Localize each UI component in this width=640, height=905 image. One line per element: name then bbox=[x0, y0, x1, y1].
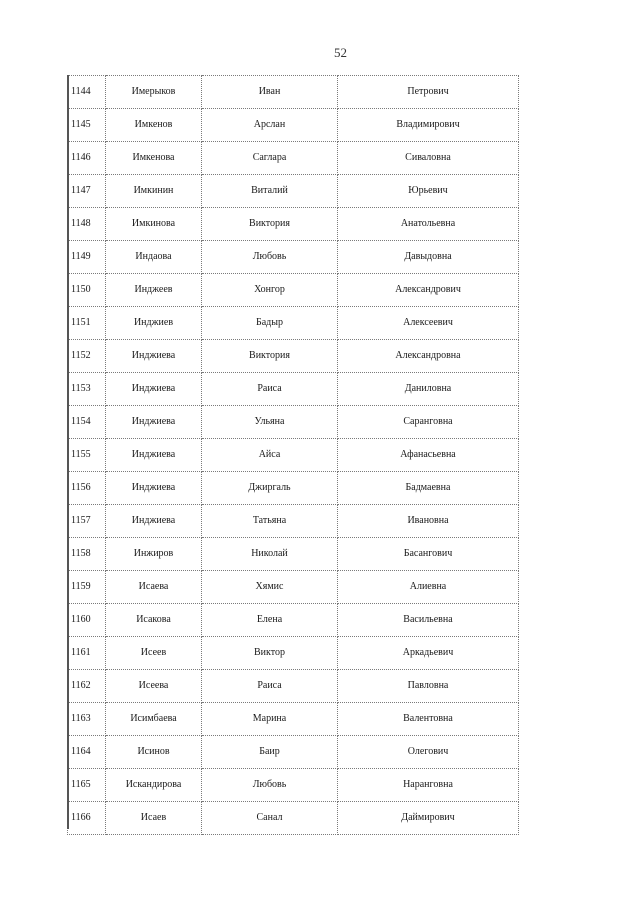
row-number-cell: 1145 bbox=[68, 109, 106, 142]
first-name-cell: Любовь bbox=[202, 241, 338, 274]
table-row bbox=[68, 241, 519, 274]
table-row bbox=[68, 274, 519, 307]
roster-table bbox=[67, 75, 519, 835]
first-name-cell: Виктория bbox=[202, 208, 338, 241]
last-name-cell: Инджиева bbox=[106, 505, 202, 538]
row-number-cell: 1158 bbox=[68, 538, 106, 571]
last-name-cell: Исеева bbox=[106, 670, 202, 703]
row-number-cell: 1153 bbox=[68, 373, 106, 406]
last-name-cell: Имкенов bbox=[106, 109, 202, 142]
row-number-cell: 1144 bbox=[68, 76, 106, 109]
patronymic-cell: Владимирович bbox=[338, 109, 519, 142]
left-margin-rule bbox=[67, 75, 70, 829]
table-row bbox=[68, 538, 519, 571]
last-name-cell: Имкинова bbox=[106, 208, 202, 241]
page-number: 52 bbox=[334, 45, 347, 60]
last-name-cell: Исаева bbox=[106, 571, 202, 604]
last-name-cell: Инджиев bbox=[106, 307, 202, 340]
patronymic-cell: Саранговна bbox=[338, 406, 519, 439]
first-name-cell: Иван bbox=[202, 76, 338, 109]
table-row bbox=[68, 307, 519, 340]
row-number-cell: 1161 bbox=[68, 637, 106, 670]
first-name-cell: Хямис bbox=[202, 571, 338, 604]
table-row bbox=[68, 340, 519, 373]
row-number-cell: 1166 bbox=[68, 802, 106, 835]
table-row bbox=[68, 670, 519, 703]
first-name-cell: Марина bbox=[202, 703, 338, 736]
last-name-cell: Имкинин bbox=[106, 175, 202, 208]
row-number-cell: 1148 bbox=[68, 208, 106, 241]
table-row bbox=[68, 505, 519, 538]
row-number-cell: 1159 bbox=[68, 571, 106, 604]
patronymic-cell: Валентовна bbox=[338, 703, 519, 736]
row-number-cell: 1154 bbox=[68, 406, 106, 439]
first-name-cell: Раиса bbox=[202, 670, 338, 703]
first-name-cell: Джиргаль bbox=[202, 472, 338, 505]
table-row bbox=[68, 439, 519, 472]
last-name-cell: Индаова bbox=[106, 241, 202, 274]
table-row bbox=[68, 142, 519, 175]
patronymic-cell: Павловна bbox=[338, 670, 519, 703]
table-row bbox=[68, 736, 519, 769]
table-row bbox=[68, 802, 519, 835]
row-number-cell: 1164 bbox=[68, 736, 106, 769]
roster-body bbox=[68, 76, 519, 835]
patronymic-cell: Алиевна bbox=[338, 571, 519, 604]
row-number-cell: 1152 bbox=[68, 340, 106, 373]
first-name-cell: Виктор bbox=[202, 637, 338, 670]
last-name-cell: Исинов bbox=[106, 736, 202, 769]
patronymic-cell: Алексеевич bbox=[338, 307, 519, 340]
first-name-cell: Николай bbox=[202, 538, 338, 571]
table-row bbox=[68, 571, 519, 604]
patronymic-cell: Сиваловна bbox=[338, 142, 519, 175]
last-name-cell: Инджеев bbox=[106, 274, 202, 307]
row-number-cell: 1160 bbox=[68, 604, 106, 637]
first-name-cell: Саглара bbox=[202, 142, 338, 175]
table-row bbox=[68, 208, 519, 241]
first-name-cell: Хонгор bbox=[202, 274, 338, 307]
patronymic-cell: Юрьевич bbox=[338, 175, 519, 208]
last-name-cell: Исакова bbox=[106, 604, 202, 637]
table-row bbox=[68, 373, 519, 406]
first-name-cell: Бадыр bbox=[202, 307, 338, 340]
last-name-cell: Инджиева bbox=[106, 406, 202, 439]
table-row bbox=[68, 109, 519, 142]
table-row bbox=[68, 472, 519, 505]
patronymic-cell: Петрович bbox=[338, 76, 519, 109]
patronymic-cell: Наранговна bbox=[338, 769, 519, 802]
patronymic-cell: Аркадьевич bbox=[338, 637, 519, 670]
table-row bbox=[68, 703, 519, 736]
first-name-cell: Татьяна bbox=[202, 505, 338, 538]
first-name-cell: Любовь bbox=[202, 769, 338, 802]
table-row bbox=[68, 175, 519, 208]
row-number-cell: 1146 bbox=[68, 142, 106, 175]
row-number-cell: 1163 bbox=[68, 703, 106, 736]
patronymic-cell: Олегович bbox=[338, 736, 519, 769]
row-number-cell: 1162 bbox=[68, 670, 106, 703]
table-row bbox=[68, 769, 519, 802]
patronymic-cell: Ивановна bbox=[338, 505, 519, 538]
last-name-cell: Инджиева bbox=[106, 439, 202, 472]
patronymic-cell: Анатольевна bbox=[338, 208, 519, 241]
last-name-cell: Исеев bbox=[106, 637, 202, 670]
row-number-cell: 1147 bbox=[68, 175, 106, 208]
row-number-cell: 1157 bbox=[68, 505, 106, 538]
first-name-cell: Арслан bbox=[202, 109, 338, 142]
last-name-cell: Имерыков bbox=[106, 76, 202, 109]
first-name-cell: Раиса bbox=[202, 373, 338, 406]
patronymic-cell: Даймирович bbox=[338, 802, 519, 835]
first-name-cell: Баир bbox=[202, 736, 338, 769]
row-number-cell: 1151 bbox=[68, 307, 106, 340]
row-number-cell: 1165 bbox=[68, 769, 106, 802]
table-row bbox=[68, 604, 519, 637]
patronymic-cell: Бадмаевна bbox=[338, 472, 519, 505]
last-name-cell: Инжиров bbox=[106, 538, 202, 571]
patronymic-cell: Даниловна bbox=[338, 373, 519, 406]
first-name-cell: Виталий bbox=[202, 175, 338, 208]
last-name-cell: Инджиева bbox=[106, 373, 202, 406]
first-name-cell: Санал bbox=[202, 802, 338, 835]
last-name-cell: Имкенова bbox=[106, 142, 202, 175]
last-name-cell: Инджиева bbox=[106, 472, 202, 505]
patronymic-cell: Басангович bbox=[338, 538, 519, 571]
table-row bbox=[68, 76, 519, 109]
row-number-cell: 1150 bbox=[68, 274, 106, 307]
first-name-cell: Елена bbox=[202, 604, 338, 637]
table-row bbox=[68, 406, 519, 439]
first-name-cell: Виктория bbox=[202, 340, 338, 373]
last-name-cell: Искандирова bbox=[106, 769, 202, 802]
patronymic-cell: Афанасьевна bbox=[338, 439, 519, 472]
first-name-cell: Ульяна bbox=[202, 406, 338, 439]
row-number-cell: 1156 bbox=[68, 472, 106, 505]
row-number-cell: 1155 bbox=[68, 439, 106, 472]
table-row bbox=[68, 637, 519, 670]
patronymic-cell: Давыдовна bbox=[338, 241, 519, 274]
row-number-cell: 1149 bbox=[68, 241, 106, 274]
last-name-cell: Исаев bbox=[106, 802, 202, 835]
patronymic-cell: Александровна bbox=[338, 340, 519, 373]
first-name-cell: Айса bbox=[202, 439, 338, 472]
patronymic-cell: Васильевна bbox=[338, 604, 519, 637]
last-name-cell: Инджиева bbox=[106, 340, 202, 373]
last-name-cell: Исимбаева bbox=[106, 703, 202, 736]
patronymic-cell: Александрович bbox=[338, 274, 519, 307]
